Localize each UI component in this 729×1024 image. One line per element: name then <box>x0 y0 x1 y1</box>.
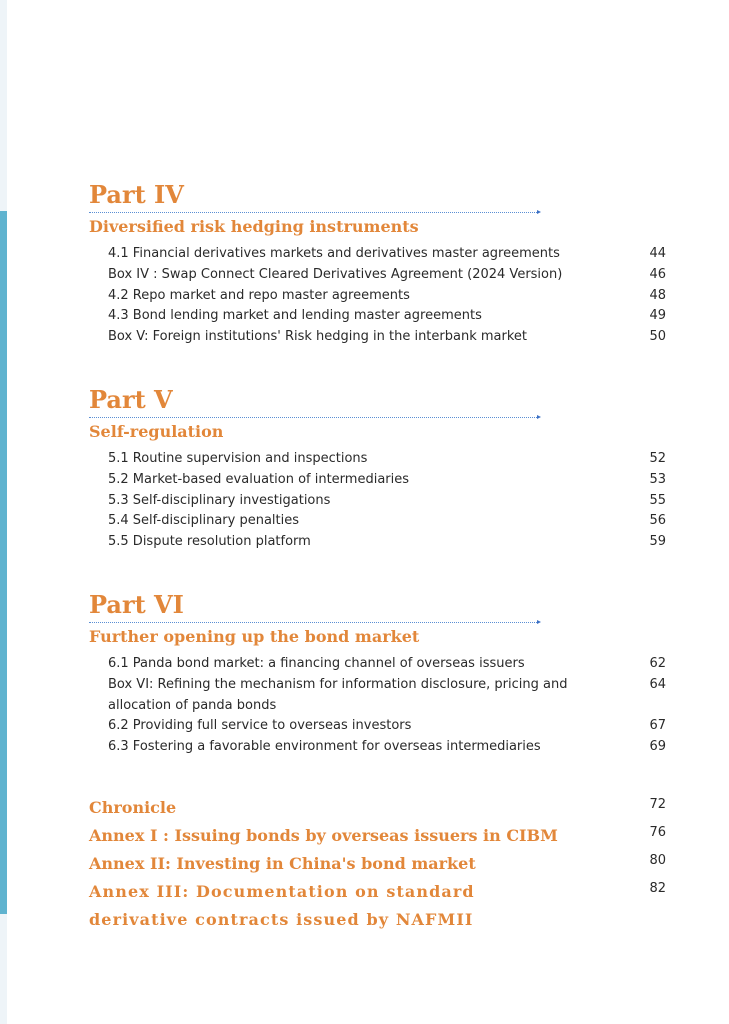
toc-annexes <box>89 794 669 934</box>
toc-entry[interactable] <box>89 470 669 491</box>
toc-entry[interactable] <box>89 675 669 717</box>
toc-entry-title: 6.2 Providing full service to overseas investors <box>108 718 412 734</box>
toc-entry[interactable] <box>89 265 669 286</box>
toc-entry-title: Box IV : Swap Connect Cleared Derivatives Agreement (2024 Version) <box>108 266 563 282</box>
part-subtitle: Further opening up the bond market <box>89 627 420 646</box>
toc-entry[interactable] <box>89 244 669 265</box>
part-title: Part VI <box>89 590 184 619</box>
toc-entry[interactable] <box>89 286 669 307</box>
toc-entry-title: 5.2 Market-based evaluation of intermediaries <box>108 471 410 487</box>
toc-entry-page: 50 <box>649 329 666 345</box>
toc-annex-2[interactable] <box>89 850 669 878</box>
toc-entries <box>89 244 669 348</box>
toc-entry-page: 53 <box>649 471 666 487</box>
toc-entry-page: 62 <box>649 656 666 671</box>
toc-entry[interactable] <box>89 306 669 327</box>
toc-entry-page: 55 <box>649 492 666 508</box>
toc-entry-page: 52 <box>649 451 666 466</box>
part-subtitle: Self-regulation <box>89 422 224 441</box>
part-title: Part IV <box>89 180 184 209</box>
part-subtitle: Diversified risk hedging instruments <box>89 217 419 236</box>
toc-annex-chronicle[interactable] <box>89 794 669 822</box>
toc-entry-page: 64 <box>649 676 666 692</box>
toc-entry[interactable] <box>89 327 669 348</box>
annex-page: 82 <box>649 881 666 896</box>
toc-entries <box>89 654 669 758</box>
part-divider <box>89 212 539 213</box>
toc-entry-page: 59 <box>649 534 666 550</box>
toc-entry-page: 67 <box>649 718 666 734</box>
toc-entry-title: 6.1 Panda bond market: a financing channel of overseas issuers <box>108 656 525 671</box>
toc-entry-page: 69 <box>649 739 666 755</box>
part-title: Part V <box>89 385 173 414</box>
toc-entry-title: 4.3 Bond lending market and lending master agreements <box>108 308 482 324</box>
toc-entry-page: 56 <box>649 513 666 529</box>
toc-entry[interactable] <box>89 654 669 675</box>
toc-entry-page: 48 <box>649 287 666 303</box>
toc-entry-title: 4.2 Repo market and repo master agreements <box>108 287 410 303</box>
toc-annex-3[interactable] <box>89 878 669 934</box>
annex-title: Chronicle <box>89 798 177 817</box>
annex-page: 76 <box>649 825 666 840</box>
annex-title: Annex III: Documentation on standard derivative contracts issued by NAFMII <box>89 882 475 929</box>
toc-entry[interactable] <box>89 491 669 512</box>
toc-annex-1[interactable] <box>89 822 669 850</box>
toc-entry-title: 5.5 Dispute resolution platform <box>108 534 311 550</box>
toc-part-4 <box>89 181 669 348</box>
toc-entry[interactable] <box>89 716 669 737</box>
toc-entry-page: 46 <box>649 266 666 282</box>
toc-part-6 <box>89 591 669 758</box>
page-edge-accent-bar <box>0 211 7 914</box>
toc-entry-title: 5.3 Self-disciplinary investigations <box>108 492 331 508</box>
toc-entry[interactable] <box>89 532 669 553</box>
toc-part-5 <box>89 386 669 553</box>
annex-title: Annex II: Investing in China's bond market <box>89 854 476 873</box>
part-divider <box>89 622 539 623</box>
toc-entry-title: Box V: Foreign institutions' Risk hedging in the interbank market <box>108 329 528 345</box>
toc-entry-page: 44 <box>649 246 666 261</box>
toc-entry[interactable] <box>89 511 669 532</box>
toc-entry-page: 49 <box>649 308 666 324</box>
part-divider <box>89 417 539 418</box>
toc-entry-title: 5.1 Routine supervision and inspections <box>108 451 368 466</box>
toc-entry-title: 6.3 Fostering a favorable environment for overseas intermediaries <box>108 739 541 755</box>
toc-entries <box>89 449 669 553</box>
toc-entry-title: 5.4 Self-disciplinary penalties <box>108 513 300 529</box>
toc-entry-title: Box VI: Refining the mechanism for information disclosure, pricing and allocation of panda bonds <box>108 676 568 713</box>
toc-entry[interactable] <box>89 737 669 758</box>
toc-entry-title: 4.1 Financial derivatives markets and derivatives master agreements <box>108 246 560 261</box>
annex-page: 72 <box>649 797 666 812</box>
annex-page: 80 <box>649 853 666 868</box>
toc-entry[interactable] <box>89 449 669 470</box>
annex-title: Annex Ⅰ : Issuing bonds by overseas issuers in CIBM <box>89 826 558 845</box>
